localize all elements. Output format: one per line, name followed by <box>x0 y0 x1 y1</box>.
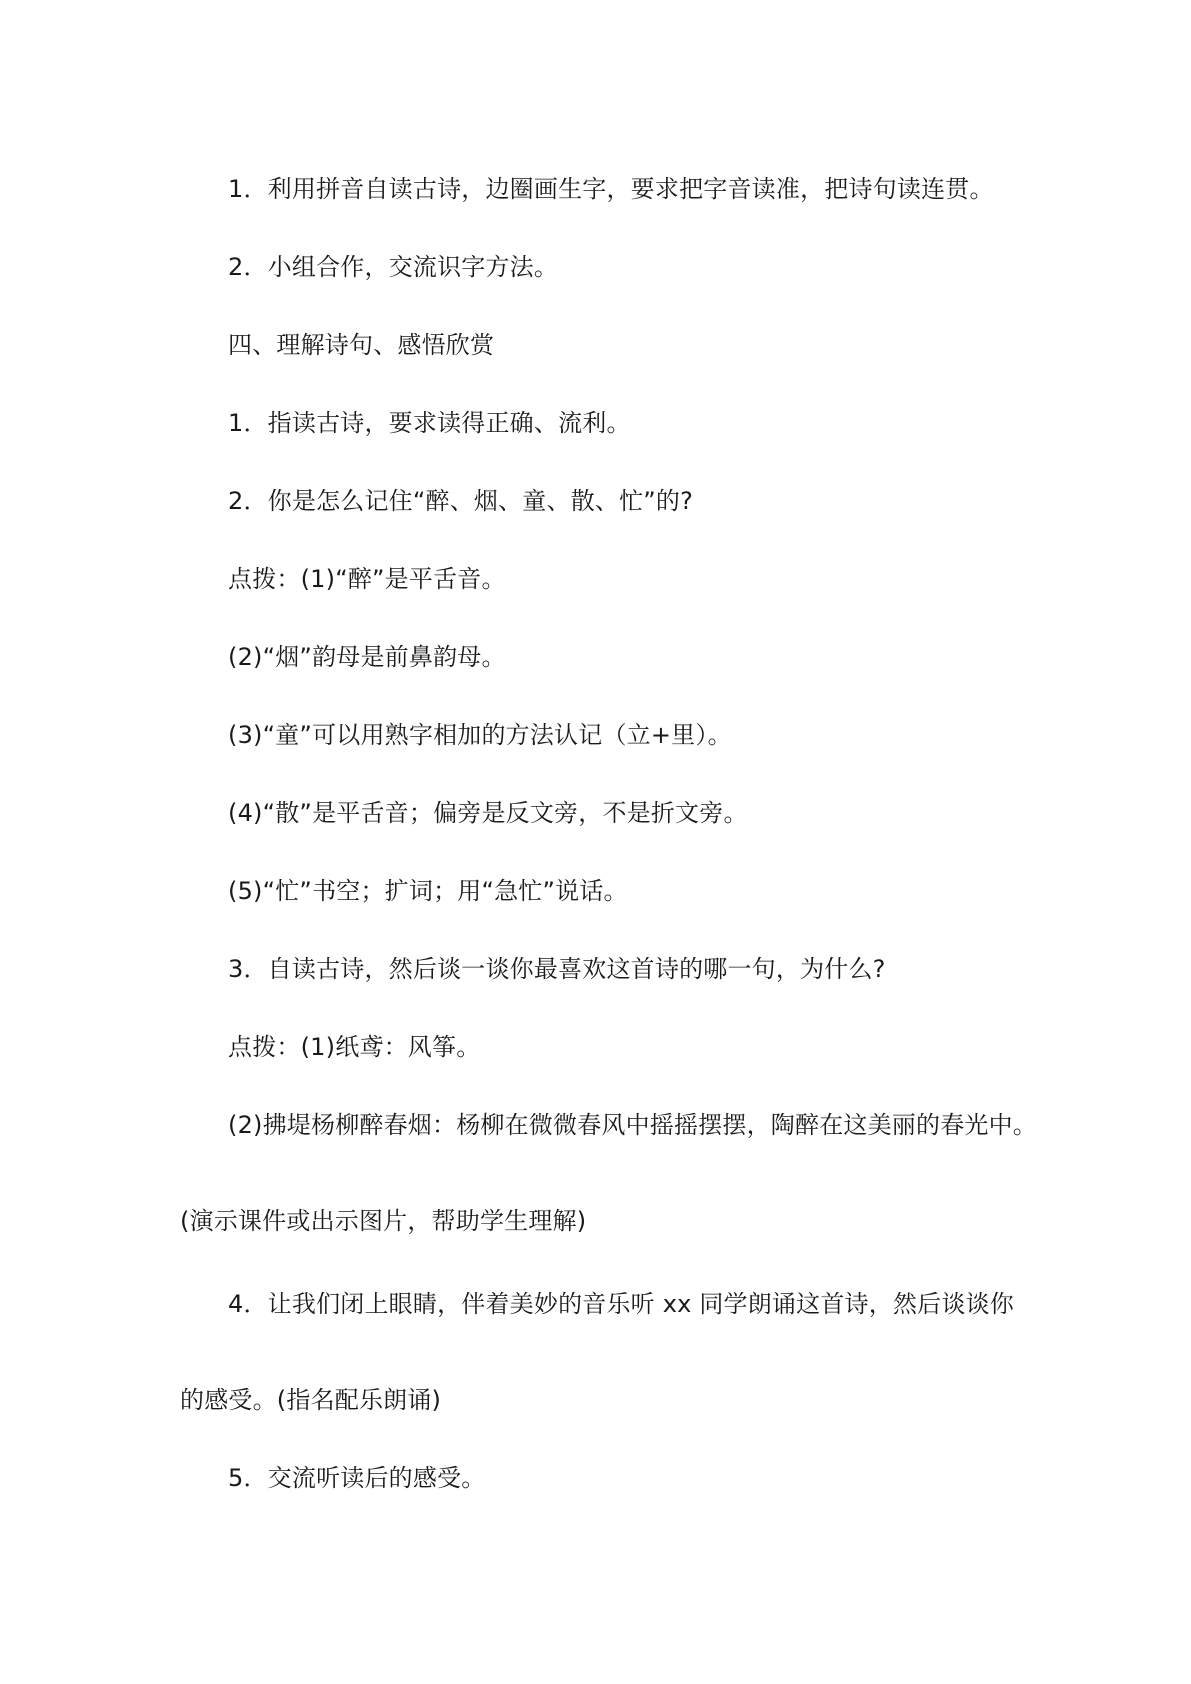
step-1-read-poem-with-pinyin: 1．利用拼音自读古诗，边圈画生字，要求把字音读准，把诗句读连贯。 <box>228 175 994 203</box>
hint-willow-line: (2)拂堤杨柳醉春烟：杨柳在微微春风中摇摇摆摆，陶醉在这美丽的春光中。 <box>228 1111 1037 1139</box>
section-heading-understand-verses: 四、理解诗句、感悟欣赏 <box>228 331 495 359</box>
step-5-share-feelings: 5．交流听读后的感受。 <box>228 1464 486 1492</box>
hint-3-tong: (3)“童”可以用熟字相加的方法认记（立+里）。 <box>228 721 732 749</box>
step-4-continuation: 的感受。(指名配乐朗诵) <box>180 1386 442 1414</box>
courseware-note: (演示课件或出示图片，帮助学生理解) <box>180 1207 587 1235</box>
step-2-how-to-remember: 2．你是怎么记住“醉、烟、童、散、忙”的? <box>228 487 694 515</box>
step-4-listen-recitation: 4．让我们闭上眼睛，伴着美妙的音乐听 xx 同学朗诵这首诗，然后谈谈你 <box>228 1290 1014 1318</box>
hint-1-zui: 点拨：(1)“醉”是平舌音。 <box>228 565 506 593</box>
hint-5-mang: (5)“忙”书空；扩词；用“急忙”说话。 <box>228 877 628 905</box>
hint-zhiyuan: 点拨：(1)纸鸢：风筝。 <box>228 1033 481 1061</box>
step-2-group-cooperation: 2．小组合作，交流识字方法。 <box>228 253 559 281</box>
step-3-favorite-line: 3．自读古诗，然后谈一谈你最喜欢这首诗的哪一句，为什么? <box>228 955 886 983</box>
hint-4-san: (4)“散”是平舌音；偏旁是反文旁，不是折文旁。 <box>228 799 748 827</box>
step-1-read-aloud: 1．指读古诗，要求读得正确、流利。 <box>228 409 631 437</box>
hint-2-yan: (2)“烟”韵母是前鼻韵母。 <box>228 643 506 671</box>
